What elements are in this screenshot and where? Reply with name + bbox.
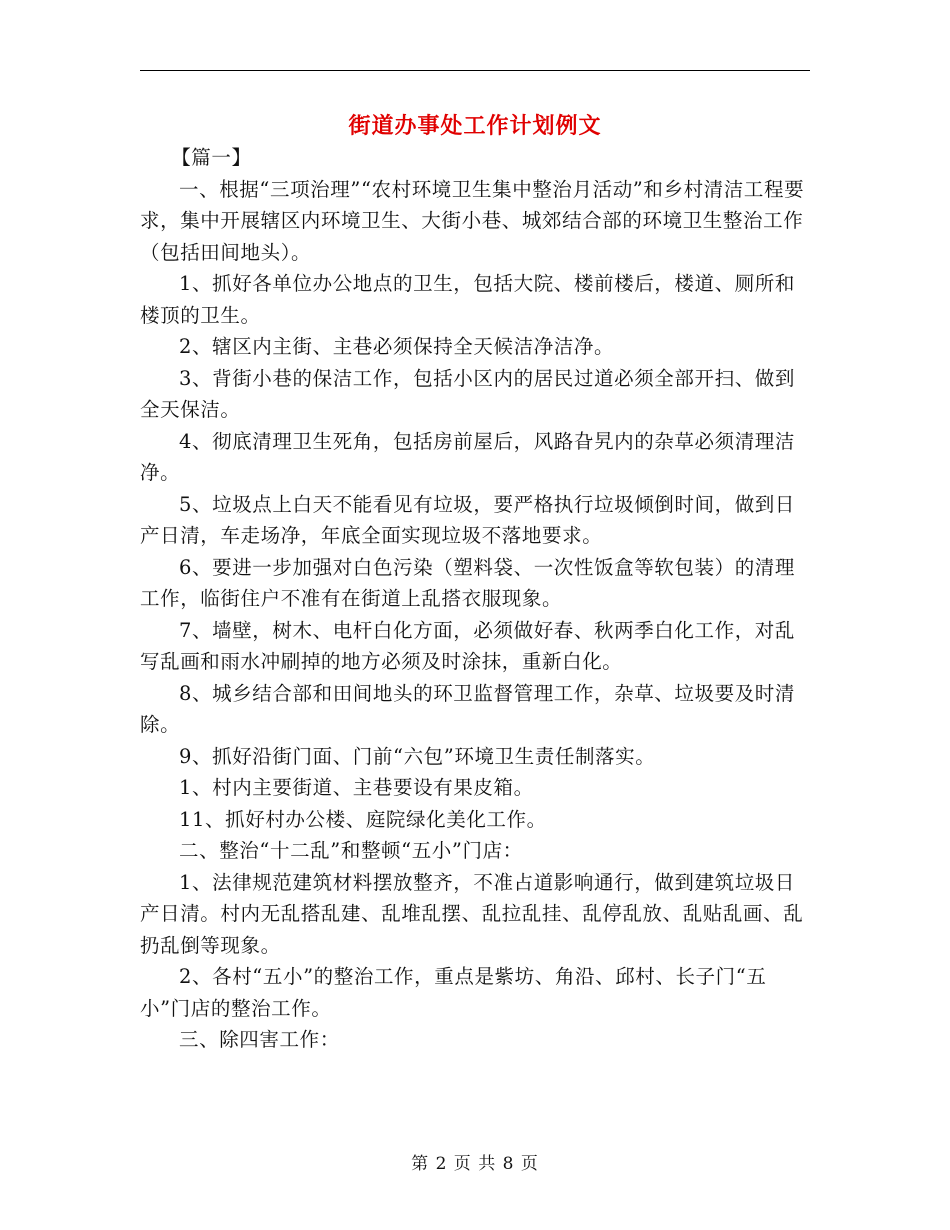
section-heading: 【篇一】	[171, 146, 252, 169]
paragraph: 二、整治“十二乱”和整顿“五小”门店：	[179, 839, 523, 862]
paragraph: 9、抓好沿街门面、门前“六包”环境卫生责任制落实。	[179, 744, 656, 768]
paragraph: 5、垃圾点上白天不能看见有垃圾，要严格执行垃圾倾倒时间，做到日产日清，车走场净，年底全面实现垃圾不落地要求。	[140, 492, 796, 547]
paragraph: 4、彻底清理卫生死角，包括房前屋后，风路旮旯内的杂草必须清理洁净。	[140, 429, 796, 484]
paragraph: 三、除四害工作：	[179, 1028, 340, 1051]
paragraph: 1、村内主要街道、主巷要设有果皮箱。	[179, 776, 534, 799]
page-number-footer: 第 2 页 共 8 页	[411, 1154, 539, 1174]
paragraph: 6、要进一步加强对白色污染（塑料袋、一次性饭盒等软包装）的清理工作，临街住户不准有在街道上乱搭衣服现象。	[140, 555, 796, 610]
paragraph: 2、辖区内主街、主巷必须保持全天候洁净洁净。	[179, 335, 615, 358]
paragraph: 3、背街小巷的保洁工作，包括小区内的居民过道必须全部开扫、做到全天保洁。	[140, 366, 796, 421]
header-rule	[140, 70, 810, 71]
paragraph: 一、根据“三项治理”“农村环境卫生集中整治月活动”和乡村清洁工程要求，集中开展辖区内环境卫生、大街小巷、城郊结合部的环境卫生整治工作（包括田间地头）。	[140, 177, 805, 264]
paragraph: 11、抓好村办公楼、庭院绿化美化工作。	[179, 807, 547, 831]
paragraph: 2、各村“五小”的整治工作，重点是紫坊、角沿、邱村、长子门“五小”门店的整治工作。	[140, 965, 767, 1020]
document-body	[140, 142, 812, 1056]
paragraph: 1、法律规范建筑材料摆放整齐，不准占道影响通行，做到建筑垃圾日产日清。村内无乱搭乱建、乱堆乱摆、乱拉乱挂、乱停乱放、乱贴乱画、乱扔乱倒等现象。	[140, 870, 804, 957]
paragraph: 7、墙壁，树木、电杆白化方面，必须做好春、秋两季白化工作，对乱写乱画和雨水冲刷掉的地方必须及时涂抹，重新白化。	[140, 618, 796, 673]
paragraph: 1、抓好各单位办公地点的卫生，包括大院、楼前楼后，楼道、厕所和楼顶的卫生。	[140, 272, 796, 327]
paragraph: 8、城乡结合部和田间地头的环卫监督管理工作，杂草、垃圾要及时清除。	[140, 681, 796, 736]
document-title: 街道办事处工作计划例文	[348, 113, 602, 139]
